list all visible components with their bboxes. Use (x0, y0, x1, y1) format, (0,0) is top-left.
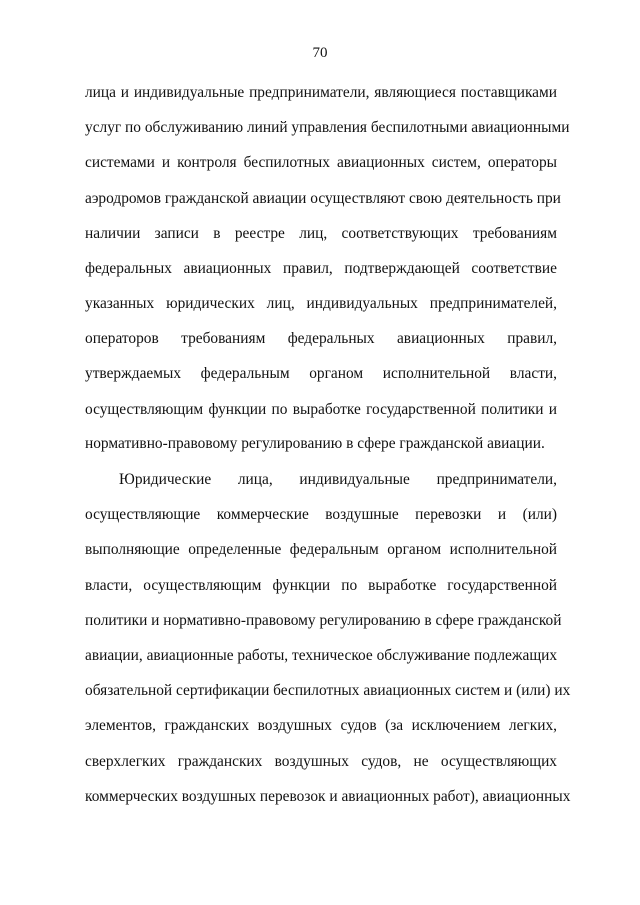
text-line-9: утверждаемых федеральным органом исполнительной власти, (85, 365, 557, 382)
text-line-3: системами и контроля беспилотных авиационных систем, операторы (85, 154, 557, 171)
text-line-15: власти, осуществляющим функции по выработке государственной (85, 577, 557, 594)
text-line-20: сверхлегких гражданских воздушных судов, не осуществляющих (85, 753, 557, 770)
text-line-10: осуществляющим функции по выработке государственной политики и (85, 401, 557, 418)
text-line-13: осуществляющие коммерческие воздушные перевозки и (или) (85, 506, 557, 523)
text-line-4: аэродромов гражданской авиации осуществляют свою деятельность при (85, 190, 561, 207)
text-line-19: элементов, гражданских воздушных судов (за исключением легких, (85, 717, 557, 734)
text-line-18: обязательной сертификации беспилотных авиационных систем и (или) их (85, 682, 571, 699)
text-line-2: услуг по обслуживанию линий управления беспилотными авиационными (85, 119, 570, 136)
text-line-8: операторов требованиям федеральных авиационных правил, (85, 330, 557, 347)
text-line-11: нормативно-правовому регулированию в сфере гражданской авиации. (85, 435, 545, 452)
paragraph-2-first-line: Юридические лица, индивидуальные предприниматели, (119, 471, 557, 488)
text-line-7: указанных юридических лиц, индивидуальных предпринимателей, (85, 295, 557, 312)
text-line-21: коммерческих воздушных перевозок и авиационных работ), авиационных (85, 788, 571, 805)
text-line-1: лица и индивидуальные предприниматели, являющиеся поставщиками (85, 84, 557, 101)
text-line-14: выполняющие определенные федеральным органом исполнительной (85, 541, 557, 558)
text-line-5: наличии записи в реестре лиц, соответствующих требованиям (85, 225, 557, 242)
text-line-6: федеральных авиационных правил, подтверждающей соответствие (85, 260, 557, 277)
text-line-16: политики и нормативно-правовому регулированию в сфере гражданской (85, 612, 562, 629)
text-line-17: авиации, авиационные работы, техническое обслуживание подлежащих (85, 647, 558, 664)
page-number: 70 (312, 45, 328, 61)
